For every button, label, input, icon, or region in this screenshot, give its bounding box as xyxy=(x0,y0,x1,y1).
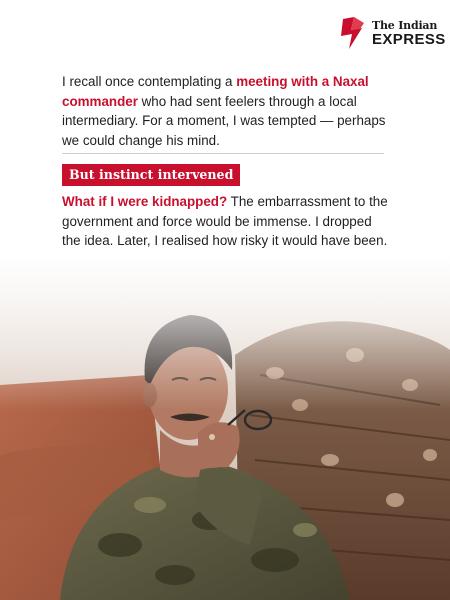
paragraph-intro xyxy=(62,72,392,150)
brand-mark-icon xyxy=(340,17,366,49)
brand-name-line2: EXPRESS xyxy=(372,30,446,48)
paragraph-body-text: The embarrassment to the government and force would be immense. I dropped the idea. Later, I realised how risky it would have been. xyxy=(62,194,388,248)
paragraph-intro-text: I recall once contemplating a xyxy=(62,74,237,89)
portrait-photo xyxy=(0,255,450,600)
brand-name-line1: The Indian xyxy=(372,18,438,32)
subheading-badge: But instinct intervened xyxy=(62,164,240,186)
section-divider xyxy=(62,153,384,154)
paragraph-intro-rest: who had sent feelers through a local intermediary. For a moment, I was tempted — perhaps we could change his mind. xyxy=(62,93,386,148)
paragraph-body-highlight: What if I were kidnapped? xyxy=(62,194,228,209)
brand-logo[interactable] xyxy=(340,16,446,50)
paragraph-intro-highlight: meeting with a Naxal commander xyxy=(62,74,369,109)
